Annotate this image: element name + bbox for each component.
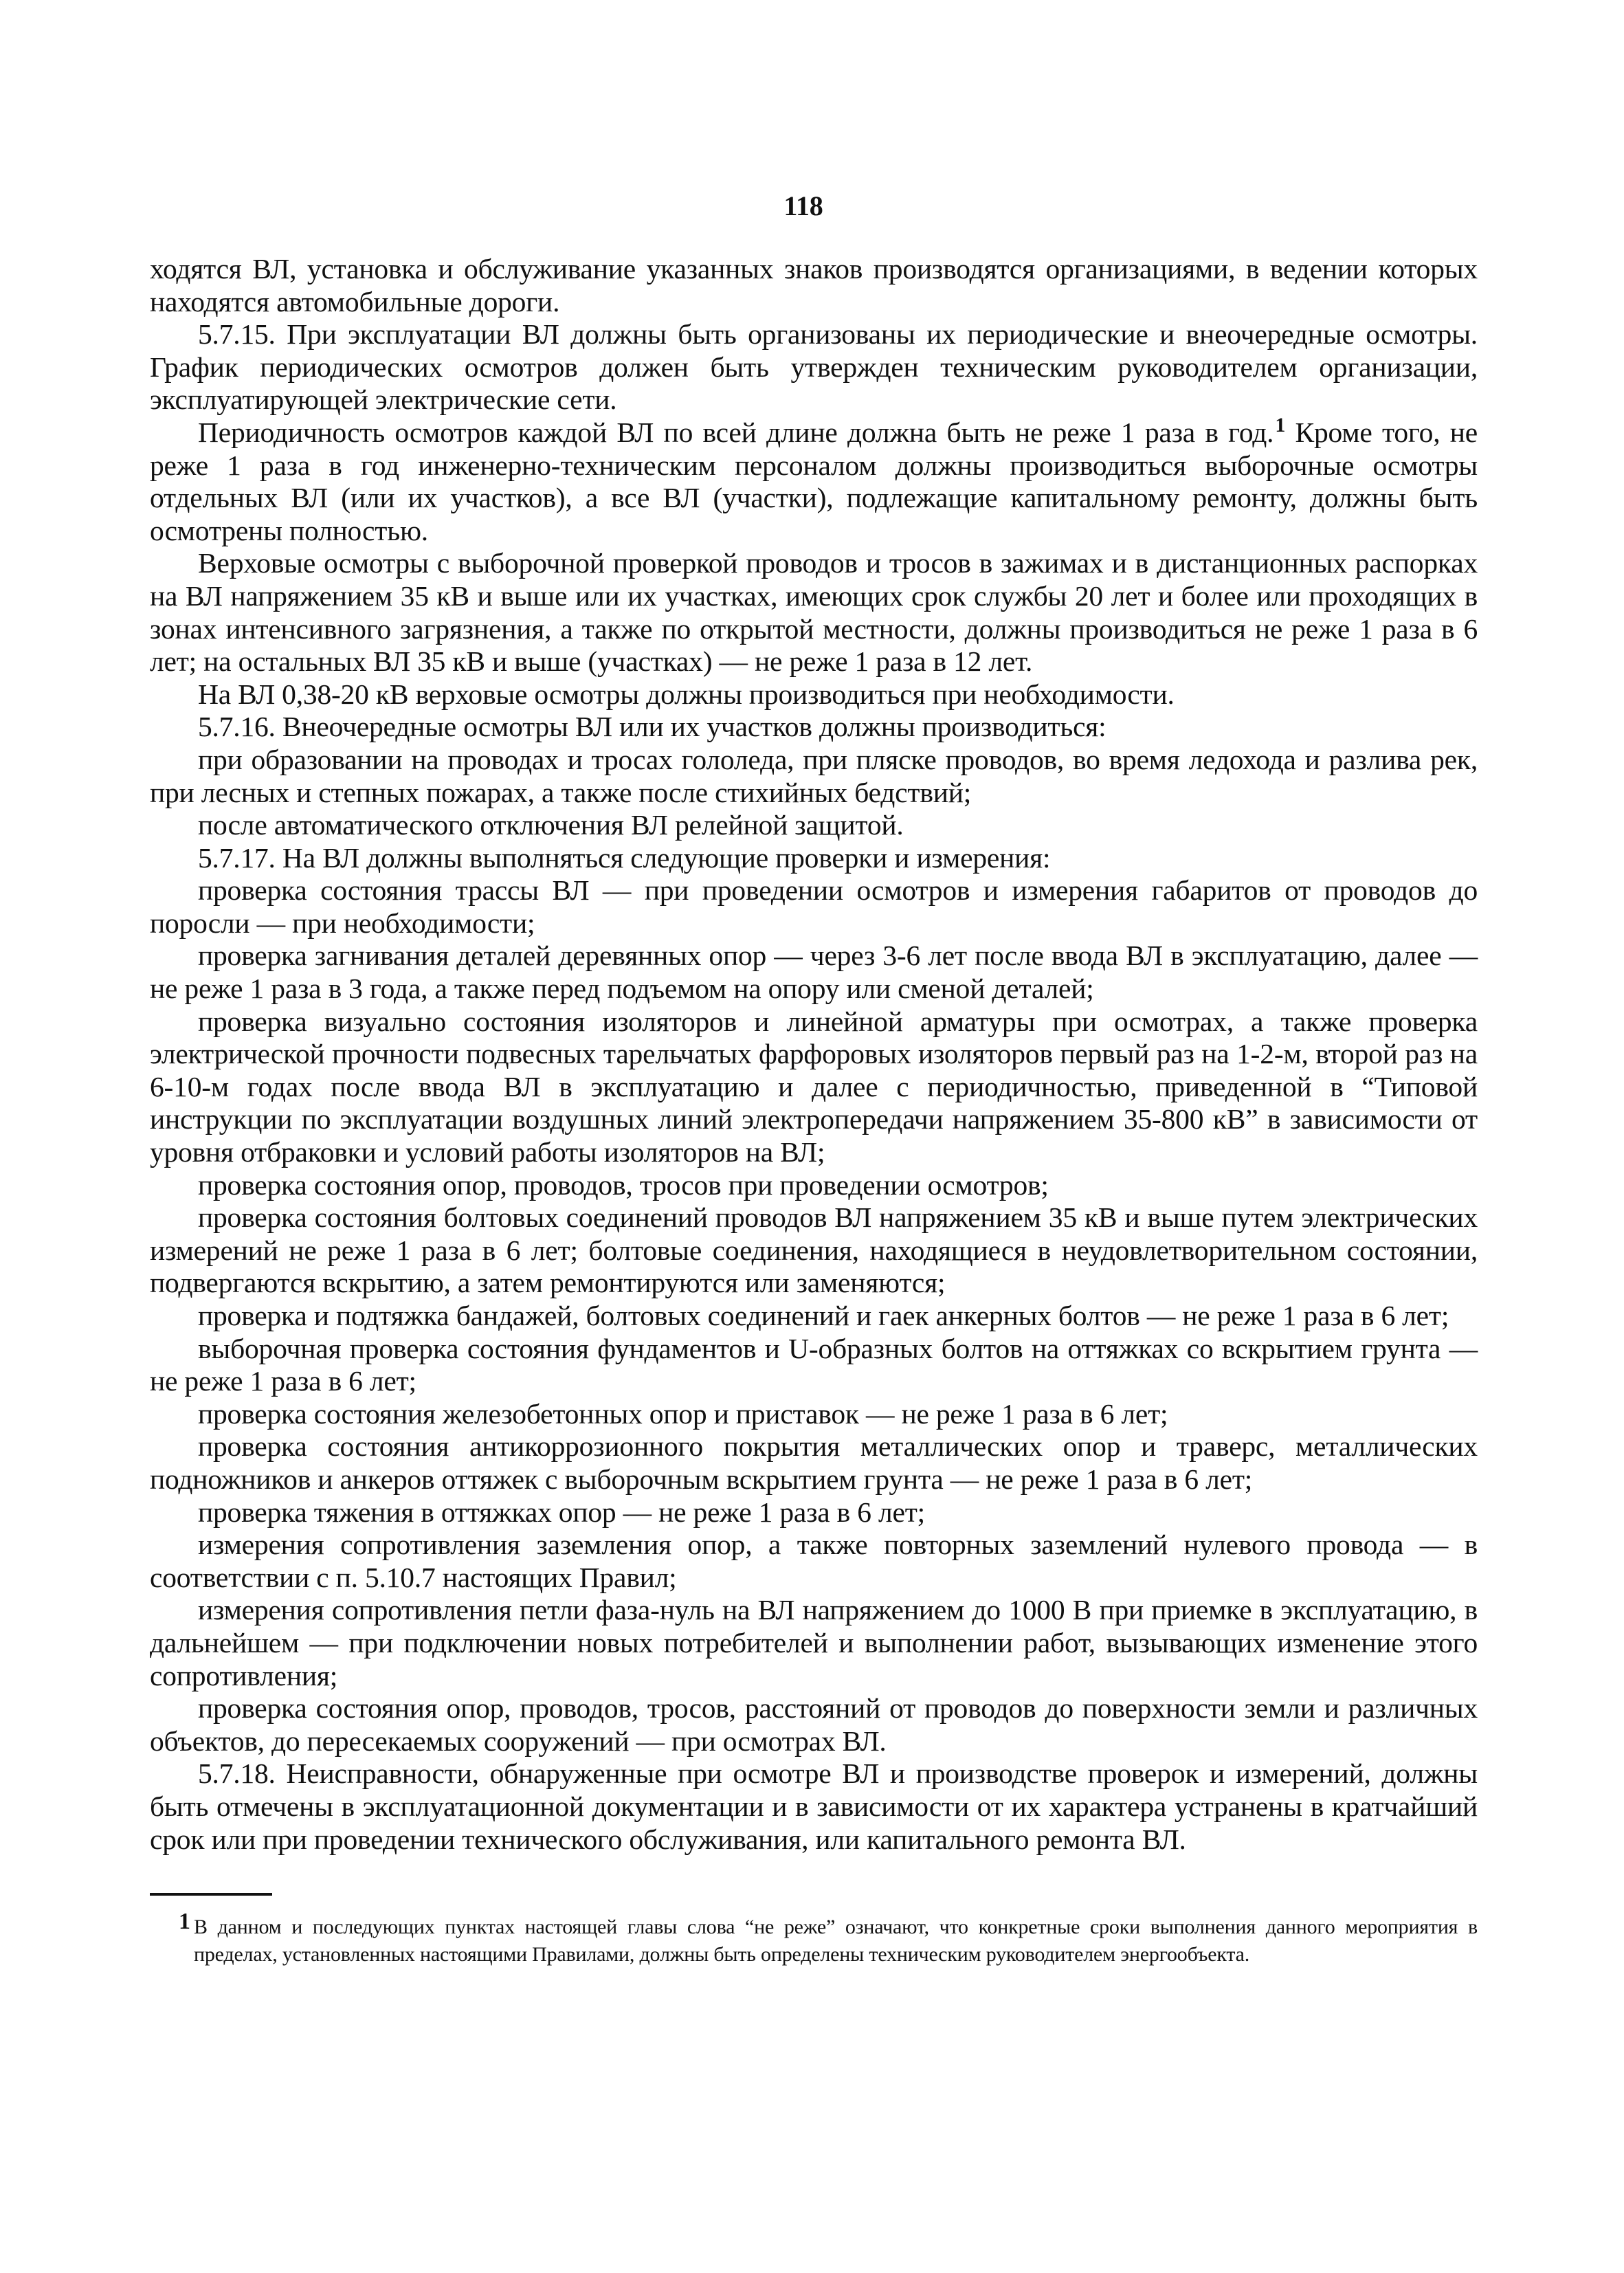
paragraph-inspection-frequency — [150, 414, 1478, 547]
paragraph-text-before-ref: Периодичность осмотров каждой ВЛ по всей длине должна быть не реже 1 раза в год. — [198, 416, 1274, 448]
list-item-guy-tension: проверка тяжения в оттяжках опор — не реже 1 раза в 6 лет; — [198, 1496, 925, 1528]
paragraph-5-7-15: 5.7.15. При эксплуатации ВЛ должны быть организованы их периодические и внеочередные осмотры. График периодических осмотров должен быть утвержден техническим руководителем организации, эксплуатирующей электрические сети. — [150, 318, 1478, 416]
page-number: 118 — [783, 190, 823, 221]
body-text — [150, 253, 1478, 1856]
list-item-grounding: измерения сопротивления заземления опор, а также повторных заземлений нулевого провода — в соответствии с п. 5.10.7 настоящих Правил; — [150, 1529, 1478, 1593]
paragraph-text-after-ref: Кроме того, не реже 1 раза в год инженерно-техническим персоналом должны производиться выборочные осмотры отдельных ВЛ (или их участков), а все ВЛ (участки), подлежащие капитальному ремонту, должны быть осмотрены полностью. — [150, 416, 1478, 546]
footnote-mark: 1 — [179, 1909, 190, 1935]
paragraph-5-7-17: 5.7.17. На ВЛ должны выполняться следующие проверки и измерения: — [198, 841, 1051, 874]
document-page — [150, 186, 1478, 1969]
list-item-supports-wires: проверка состояния опор, проводов, тросов при проведении осмотров; — [198, 1168, 1049, 1201]
paragraph-continuation: ходятся ВЛ, установка и обслуживание указанных знаков производятся организациями, в ведении которых находятся автомобильные дороги. — [150, 253, 1478, 318]
list-item-foundations: выборочная проверка состояния фундаментов и U-образных болтов на оттяжках со вскрытием грунта — не реже 1 раза в 6 лет; — [150, 1332, 1478, 1397]
list-item-route-check: проверка состояния трассы ВЛ — при проведении осмотров и измерения габаритов от проводов до поросли — при необходимости; — [150, 874, 1478, 939]
list-item-ice-and-fires: при образовании на проводах и тросах гололеда, при пляске проводов, во время ледохода и разлива рек, при лесных и степных пожарах, а также после стихийных бедствий; — [150, 743, 1478, 808]
paragraph-low-voltage-inspections: На ВЛ 0,38-20 кВ верховые осмотры должны производиться при необходимости. — [198, 678, 1175, 710]
paragraph-overhead-inspections: Верховые осмотры с выборочной проверкой проводов и тросов в зажимах и в дистанционных распорках на ВЛ напряжением 35 кВ и выше или их участках, имеющих срок службы 20 лет и более или проходящих в зонах интенсивного загрязнения, а также по открытой местности, должны производиться не реже 1 раза в 6 лет; на остальных ВЛ 35 кВ и выше (участках) — не реже 1 раза в 12 лет. — [150, 547, 1478, 678]
footnote-text: В данном и последующих пунктах настоящей главы слова “не реже” означают, что конкретные сроки выполнения данного мероприятия в пределах, установленных настоящими Правилами, должны быть определены техническим руководителем энергообъекта. — [194, 1916, 1478, 1966]
list-item-clearances: проверка состояния опор, проводов, тросов, расстояний от проводов до поверхности земли и различных объектов, до пересекаемых сооружений — при осмотрах ВЛ. — [150, 1692, 1478, 1757]
list-item-anticorrosion: проверка состояния антикоррозионного покрытия металлических опор и траверс, металлических подножников и анкеров оттяжек с выборочным вскрытием грунта — не реже 1 раза в 6 лет; — [150, 1430, 1478, 1495]
list-item-wood-decay: проверка загнивания деталей деревянных опор — через 3-6 лет после ввода ВЛ в эксплуатацию, далее — не реже 1 раза в 3 года, а также перед подъемом на опору или сменой деталей; — [150, 940, 1478, 1005]
list-item-bolted-joints: проверка состояния болтовых соединений проводов ВЛ напряжением 35 кВ и выше путем электрических измерений не реже 1 раза в 6 лет; болтовые соединения, находящиеся в неудовлетворительном состоянии, подвергаются вскрытию, а затем ремонтируются или заменяются; — [150, 1201, 1478, 1299]
list-item-auto-disconnect: после автоматического отключения ВЛ релейной защитой. — [198, 809, 904, 841]
list-item-bandages: проверка и подтяжка бандажей, болтовых соединений и гаек анкерных болтов — не реже 1 раза в 6 лет; — [198, 1300, 1449, 1331]
footnote — [150, 1909, 1478, 1969]
footnote-reference[interactable]: 1 — [1275, 414, 1286, 437]
list-item-insulators: проверка визуально состояния изоляторов и линейной арматуры при осмотрах, а также проверка электрической прочности подвесных тарельчатых фарфоровых изоляторов первый раз на 1-2-м, второй раз на 6-10-м годах после ввода ВЛ в эксплуатацию и далее с периодичностью, приведенной в “Типовой инструкции по эксплуатации воздушных линий электропередачи напряжением 35-800 кВ” в зависимости от уровня отбраковки и условий работы изоляторов на ВЛ; — [150, 1005, 1478, 1168]
paragraph-5-7-16: 5.7.16. Внеочередные осмотры ВЛ или их участков должны производиться: — [198, 711, 1106, 743]
list-item-concrete-supports: проверка состояния железобетонных опор и приставок — не реже 1 раза в 6 лет; — [198, 1397, 1168, 1430]
footnote-divider — [150, 1893, 272, 1896]
paragraph-5-7-18: 5.7.18. Неисправности, обнаруженные при осмотре ВЛ и производстве проверок и измерений, должны быть отмечены в эксплуатационной документации и в зависимости от их характера устранены в кратчайший срок или при проведении технического обслуживания, или капитального ремонта ВЛ. — [150, 1758, 1478, 1855]
list-item-phase-zero-loop: измерения сопротивления петли фаза-нуль на ВЛ напряжением до 1000 В при приемке в эксплуатацию, в дальнейшем — при подключении новых потребителей и выполнении работ, вызывающих изменение этого сопротивления; — [150, 1594, 1478, 1692]
